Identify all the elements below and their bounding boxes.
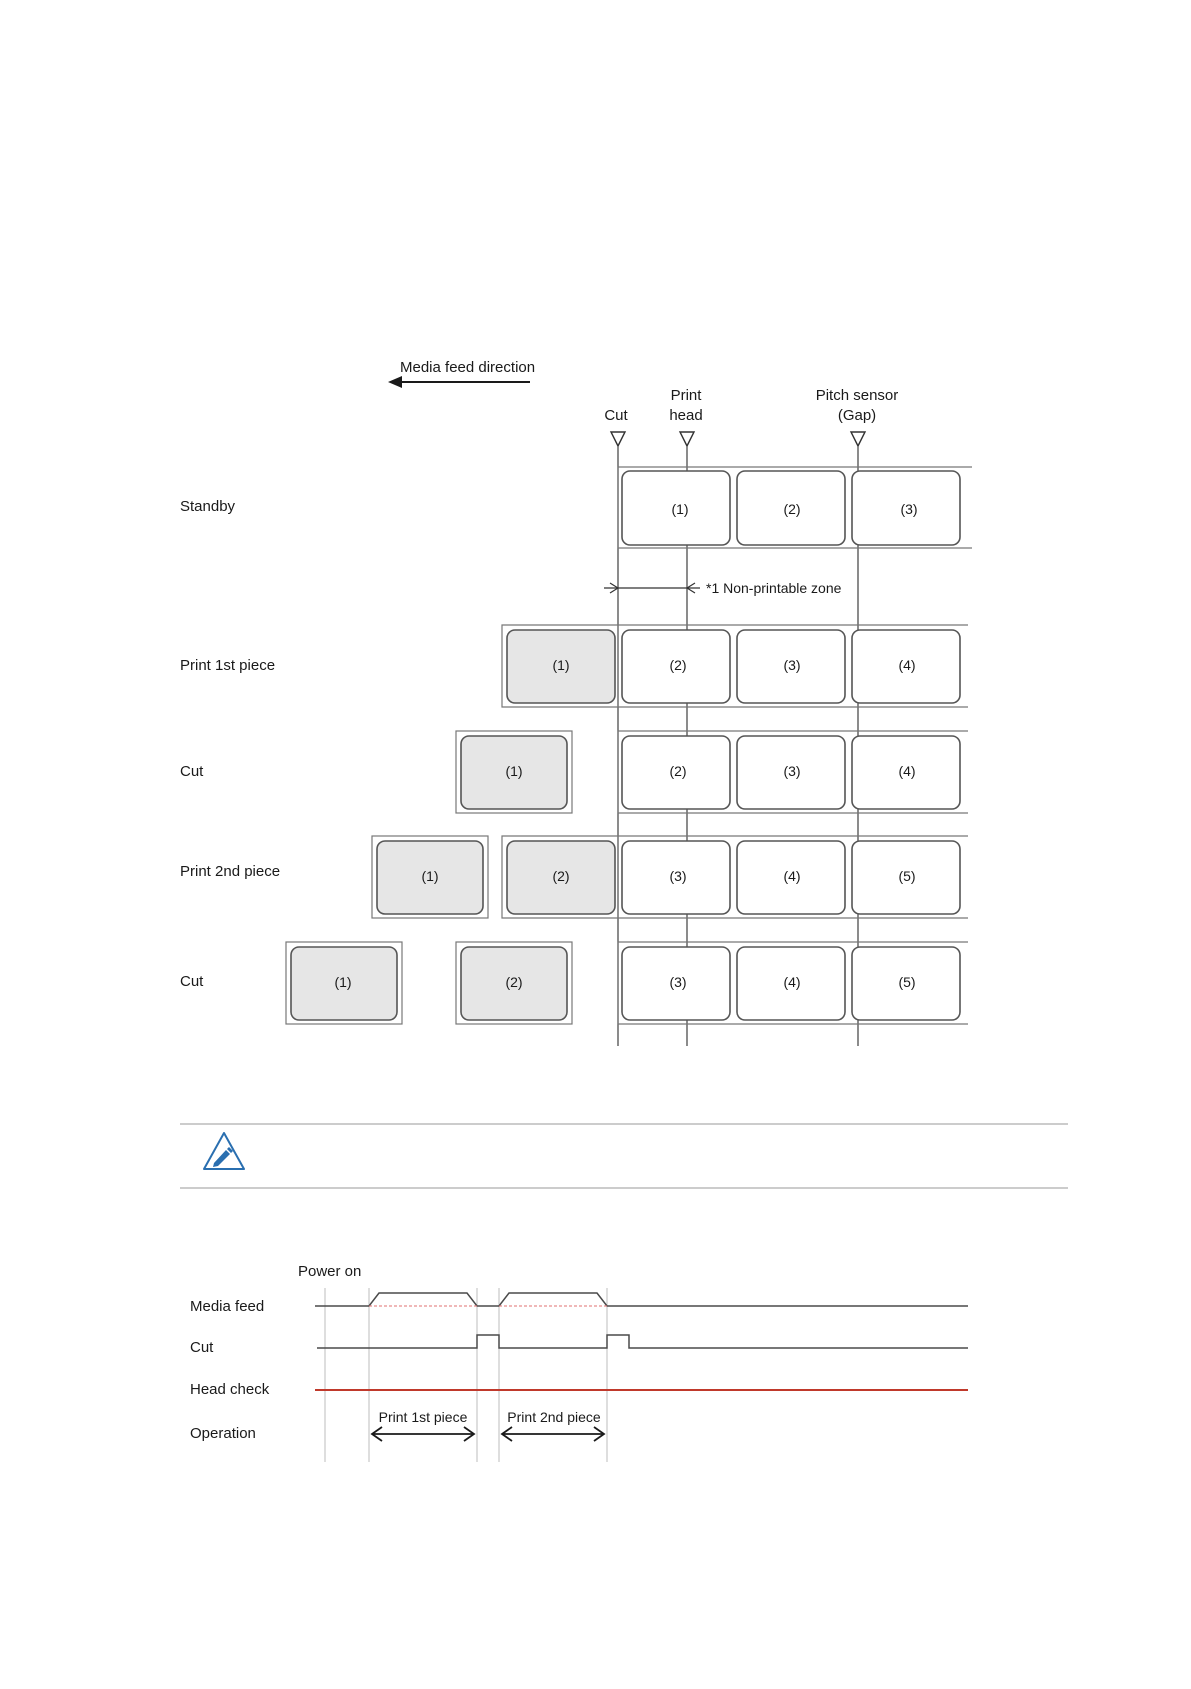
operation-arrow-1 — [372, 1427, 474, 1441]
power-on-label: Power on — [298, 1263, 362, 1280]
media-feed-waveform — [315, 1293, 968, 1306]
feed-direction-label: Media feed direction — [400, 359, 536, 376]
timing-row-label: Cut — [190, 1339, 214, 1356]
label-number: (4) — [783, 868, 801, 884]
non-printable-zone-label: *1 Non-printable zone — [706, 580, 842, 596]
step-label: Print 1st piece — [180, 657, 276, 674]
label-number: (1) — [552, 657, 570, 673]
cut-marker-label: Cut — [604, 407, 628, 424]
label-number: (5) — [898, 868, 916, 884]
label-number: (2) — [783, 501, 801, 517]
feed-direction — [388, 359, 535, 388]
label-number: (4) — [898, 763, 916, 779]
step-cut-1 — [180, 731, 968, 813]
step-label: Standby — [180, 498, 236, 515]
label-number: (1) — [671, 501, 689, 517]
label-number: (2) — [505, 974, 523, 990]
step-label: Print 2nd piece — [180, 863, 281, 880]
pitch-sensor-marker-triangle — [851, 432, 865, 446]
operation-label: Print 2nd piece — [507, 1409, 601, 1425]
step-standby — [180, 467, 972, 548]
step-print-2nd-piece — [180, 836, 968, 918]
feed-direction-arrowhead — [388, 376, 402, 388]
timing-row-label: Operation — [190, 1425, 256, 1442]
label-number: (1) — [334, 974, 352, 990]
operation-arrow-2 — [502, 1427, 604, 1441]
timing-row-label: Media feed — [190, 1298, 265, 1315]
label-number: (1) — [421, 868, 439, 884]
label-number: (2) — [669, 657, 687, 673]
label-number: (3) — [900, 501, 918, 517]
cut-marker-triangle — [611, 432, 625, 446]
pencil-note-icon — [204, 1133, 244, 1169]
cut-waveform — [317, 1335, 968, 1348]
label-number: (3) — [669, 974, 687, 990]
label-number: (3) — [783, 657, 801, 673]
label-number: (1) — [505, 763, 523, 779]
operation-label: Print 1st piece — [378, 1409, 468, 1425]
label-number: (2) — [669, 763, 687, 779]
label-number: (3) — [669, 868, 687, 884]
label-number: (5) — [898, 974, 916, 990]
note-box — [180, 1124, 1068, 1188]
pitch-sensor-label-1: Pitch sensor — [815, 387, 899, 404]
step-cut-2 — [180, 942, 968, 1024]
label-number: (2) — [552, 868, 570, 884]
step-label: Cut — [180, 763, 204, 780]
label-number: (4) — [898, 657, 916, 673]
label-number: (3) — [783, 763, 801, 779]
step-label: Cut — [180, 973, 204, 990]
pitch-sensor-label-2: (Gap) — [837, 407, 877, 424]
print-head-label-1: Print — [670, 387, 702, 404]
print-head-label-2: head — [669, 407, 703, 424]
timing-chart — [190, 1263, 968, 1462]
print-head-marker-triangle — [680, 432, 694, 446]
step-print-1st-piece — [180, 625, 968, 707]
non-printable-zone — [604, 580, 842, 596]
timing-row-label: Head check — [190, 1381, 270, 1398]
label-number: (4) — [783, 974, 801, 990]
